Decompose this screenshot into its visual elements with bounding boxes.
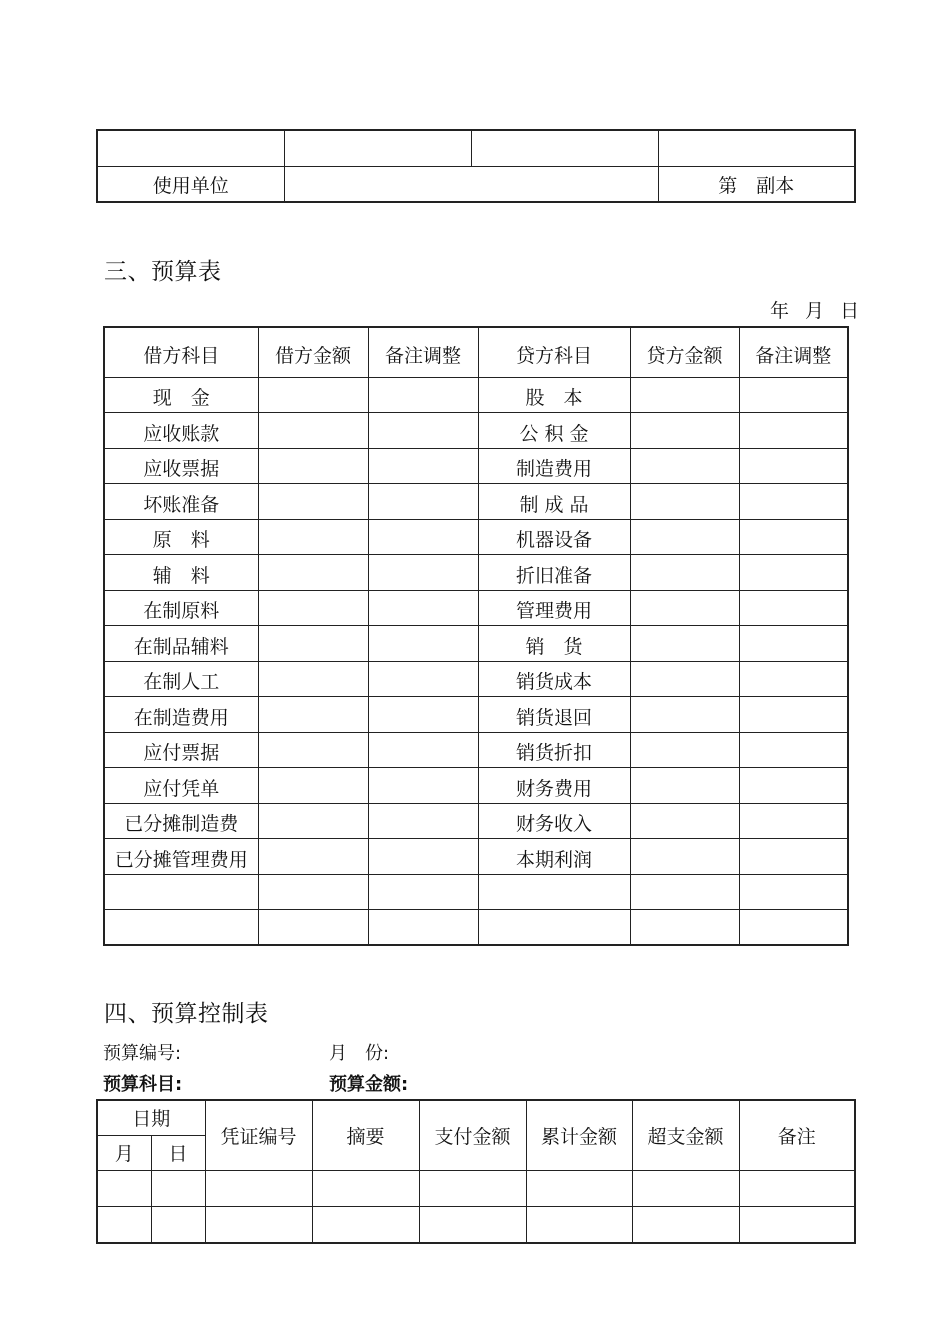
debit-account-cell: 应收账款: [104, 413, 258, 449]
header-cell[interactable]: [284, 130, 471, 166]
budget-control-table: [96, 1099, 856, 1244]
header-table: [96, 129, 856, 203]
credit-adjust-cell[interactable]: [739, 413, 848, 449]
debit-account-cell: 应收票据: [104, 448, 258, 484]
budget-row: [104, 484, 848, 520]
budget-row: [104, 874, 848, 910]
credit-account-cell: 公 积 金: [478, 413, 630, 449]
budget-row: [104, 768, 848, 804]
budget-header-row: [104, 327, 848, 377]
credit-adjust-cell[interactable]: [739, 626, 848, 662]
debit-adjust-cell[interactable]: [368, 413, 478, 449]
credit-account-cell: 财务费用: [478, 768, 630, 804]
budget-row: [104, 413, 848, 449]
debit-adjust-cell[interactable]: [368, 555, 478, 591]
credit-amount-cell[interactable]: [630, 839, 739, 875]
credit-adjust-cell[interactable]: [739, 555, 848, 591]
credit-adjust-cell[interactable]: [739, 910, 848, 946]
credit-account-cell: 股 本: [478, 377, 630, 413]
debit-adjust-cell[interactable]: [368, 874, 478, 910]
debit-adjust-cell[interactable]: [368, 697, 478, 733]
budget-table-body: [104, 327, 848, 945]
debit-account-cell: 原 料: [104, 519, 258, 555]
debit-adjust-cell[interactable]: [368, 484, 478, 520]
debit-adjust-cell[interactable]: [368, 661, 478, 697]
credit-amount-cell[interactable]: [630, 661, 739, 697]
debit-amount-cell[interactable]: [258, 697, 368, 733]
credit-amount-cell[interactable]: [630, 448, 739, 484]
credit-adjust-cell[interactable]: [739, 839, 848, 875]
control-cell[interactable]: [97, 1207, 151, 1244]
budget-row: [104, 661, 848, 697]
control-cell[interactable]: [526, 1170, 632, 1207]
debit-amount-cell[interactable]: [258, 874, 368, 910]
budget-row: [104, 732, 848, 768]
credit-account-cell: [478, 910, 630, 946]
col-header-month: 月: [97, 1135, 151, 1170]
credit-amount-cell[interactable]: [630, 377, 739, 413]
credit-amount-cell[interactable]: [630, 555, 739, 591]
control-row: [97, 1170, 855, 1207]
debit-adjust-cell[interactable]: [368, 590, 478, 626]
credit-account-cell: 制 成 品: [478, 484, 630, 520]
header-row-1: [97, 130, 855, 166]
budget-control-title: 四、预算控制表: [104, 1001, 269, 1027]
col-header-credit-account: 贷方科目: [478, 327, 630, 377]
using-unit-value[interactable]: [284, 166, 658, 202]
copy-number-label: 第 副本: [658, 166, 855, 202]
credit-adjust-cell[interactable]: [739, 803, 848, 839]
control-cell[interactable]: [739, 1170, 855, 1207]
header-row-2: [97, 166, 855, 202]
debit-amount-cell[interactable]: [258, 448, 368, 484]
control-header-row: [97, 1100, 855, 1135]
control-row: [97, 1207, 855, 1244]
budget-row: [104, 555, 848, 591]
control-cell[interactable]: [151, 1207, 205, 1244]
credit-account-cell: 财务收入: [478, 803, 630, 839]
credit-amount-cell[interactable]: [630, 697, 739, 733]
control-cell[interactable]: [632, 1207, 739, 1244]
debit-adjust-cell[interactable]: [368, 732, 478, 768]
control-cell[interactable]: [151, 1170, 205, 1207]
header-cell[interactable]: [97, 130, 284, 166]
control-cell[interactable]: [526, 1207, 632, 1244]
credit-account-cell: 本期利润: [478, 839, 630, 875]
debit-amount-cell[interactable]: [258, 590, 368, 626]
credit-adjust-cell[interactable]: [739, 590, 848, 626]
credit-amount-cell[interactable]: [630, 484, 739, 520]
credit-account-cell: 管理费用: [478, 590, 630, 626]
debit-amount-cell[interactable]: [258, 803, 368, 839]
credit-amount-cell[interactable]: [630, 413, 739, 449]
credit-amount-cell[interactable]: [630, 768, 739, 804]
col-header-remarks: 备注: [739, 1100, 855, 1170]
col-header-cumulative: 累计金额: [526, 1100, 632, 1170]
col-header-summary: 摘要: [312, 1100, 419, 1170]
control-table-body: [97, 1100, 855, 1243]
control-cell[interactable]: [312, 1170, 419, 1207]
control-cell[interactable]: [312, 1207, 419, 1244]
credit-amount-cell[interactable]: [630, 590, 739, 626]
credit-account-cell: 销货退回: [478, 697, 630, 733]
credit-account-cell: 销货成本: [478, 661, 630, 697]
debit-amount-cell[interactable]: [258, 732, 368, 768]
budget-subject-label: 预算科目:: [103, 1074, 183, 1095]
debit-adjust-cell[interactable]: [368, 910, 478, 946]
credit-amount-cell[interactable]: [630, 732, 739, 768]
debit-amount-cell[interactable]: [258, 484, 368, 520]
debit-amount-cell[interactable]: [258, 377, 368, 413]
control-cell[interactable]: [205, 1207, 312, 1244]
col-header-payment: 支付金额: [419, 1100, 526, 1170]
credit-amount-cell[interactable]: [630, 803, 739, 839]
budget-row: [104, 803, 848, 839]
budget-no-label: 预算编号:: [103, 1043, 182, 1064]
debit-adjust-cell[interactable]: [368, 519, 478, 555]
credit-account-cell: 机器设备: [478, 519, 630, 555]
budget-row: [104, 626, 848, 662]
debit-amount-cell[interactable]: [258, 519, 368, 555]
col-header-debit-account: 借方科目: [104, 327, 258, 377]
credit-adjust-cell[interactable]: [739, 448, 848, 484]
budget-table: [103, 326, 849, 946]
debit-account-cell: 已分摊制造费: [104, 803, 258, 839]
credit-amount-cell[interactable]: [630, 519, 739, 555]
month-label: 月 份:: [329, 1043, 390, 1064]
budget-table-title: 三、预算表: [104, 259, 222, 285]
debit-account-cell: [104, 874, 258, 910]
credit-account-cell: [478, 874, 630, 910]
debit-amount-cell[interactable]: [258, 839, 368, 875]
debit-adjust-cell[interactable]: [368, 768, 478, 804]
credit-amount-cell[interactable]: [630, 626, 739, 662]
debit-amount-cell[interactable]: [258, 661, 368, 697]
control-cell[interactable]: [632, 1170, 739, 1207]
debit-amount-cell[interactable]: [258, 910, 368, 946]
credit-adjust-cell[interactable]: [739, 484, 848, 520]
budget-row: [104, 839, 848, 875]
header-cell[interactable]: [658, 130, 855, 166]
debit-amount-cell[interactable]: [258, 413, 368, 449]
budget-row: [104, 590, 848, 626]
col-header-date: 日期: [97, 1100, 205, 1135]
control-cell[interactable]: [419, 1207, 526, 1244]
debit-account-cell: 现 金: [104, 377, 258, 413]
credit-amount-cell[interactable]: [630, 874, 739, 910]
debit-account-cell: 应付票据: [104, 732, 258, 768]
debit-adjust-cell[interactable]: [368, 377, 478, 413]
debit-account-cell: 坏账准备: [104, 484, 258, 520]
credit-account-cell: 销 货: [478, 626, 630, 662]
credit-adjust-cell[interactable]: [739, 697, 848, 733]
debit-account-cell: 在制造费用: [104, 697, 258, 733]
col-header-day: 日: [151, 1135, 205, 1170]
budget-row: [104, 448, 848, 484]
credit-adjust-cell[interactable]: [739, 874, 848, 910]
col-header-overspend: 超支金额: [632, 1100, 739, 1170]
col-header-credit-adjust: 备注调整: [739, 327, 848, 377]
debit-account-cell: 在制人工: [104, 661, 258, 697]
credit-adjust-cell[interactable]: [739, 377, 848, 413]
debit-adjust-cell[interactable]: [368, 448, 478, 484]
credit-amount-cell[interactable]: [630, 910, 739, 946]
using-unit-label: 使用单位: [97, 166, 284, 202]
budget-row: [104, 697, 848, 733]
debit-amount-cell[interactable]: [258, 555, 368, 591]
debit-adjust-cell[interactable]: [368, 839, 478, 875]
debit-account-cell: 在制原料: [104, 590, 258, 626]
budget-row: [104, 910, 848, 946]
control-cell[interactable]: [205, 1170, 312, 1207]
control-cell[interactable]: [739, 1207, 855, 1244]
date-label: 年 月 日: [770, 300, 865, 322]
col-header-debit-adjust: 备注调整: [368, 327, 478, 377]
credit-adjust-cell[interactable]: [739, 732, 848, 768]
credit-adjust-cell[interactable]: [739, 661, 848, 697]
debit-amount-cell[interactable]: [258, 626, 368, 662]
debit-account-cell: 应付凭单: [104, 768, 258, 804]
debit-amount-cell[interactable]: [258, 768, 368, 804]
debit-account-cell: 已分摊管理费用: [104, 839, 258, 875]
header-cell[interactable]: [471, 130, 658, 166]
budget-amount-label: 预算金额:: [329, 1074, 409, 1095]
col-header-voucher-no: 凭证编号: [205, 1100, 312, 1170]
debit-adjust-cell[interactable]: [368, 626, 478, 662]
debit-account-cell: 在制品辅料: [104, 626, 258, 662]
budget-row: [104, 519, 848, 555]
credit-account-cell: 销货折扣: [478, 732, 630, 768]
credit-account-cell: 折旧准备: [478, 555, 630, 591]
col-header-credit-amount: 贷方金额: [630, 327, 739, 377]
credit-adjust-cell[interactable]: [739, 768, 848, 804]
credit-account-cell: 制造费用: [478, 448, 630, 484]
col-header-debit-amount: 借方金额: [258, 327, 368, 377]
credit-adjust-cell[interactable]: [739, 519, 848, 555]
control-cell[interactable]: [419, 1170, 526, 1207]
debit-adjust-cell[interactable]: [368, 803, 478, 839]
debit-account-cell: 辅 料: [104, 555, 258, 591]
budget-row: [104, 377, 848, 413]
control-cell[interactable]: [97, 1170, 151, 1207]
debit-account-cell: [104, 910, 258, 946]
